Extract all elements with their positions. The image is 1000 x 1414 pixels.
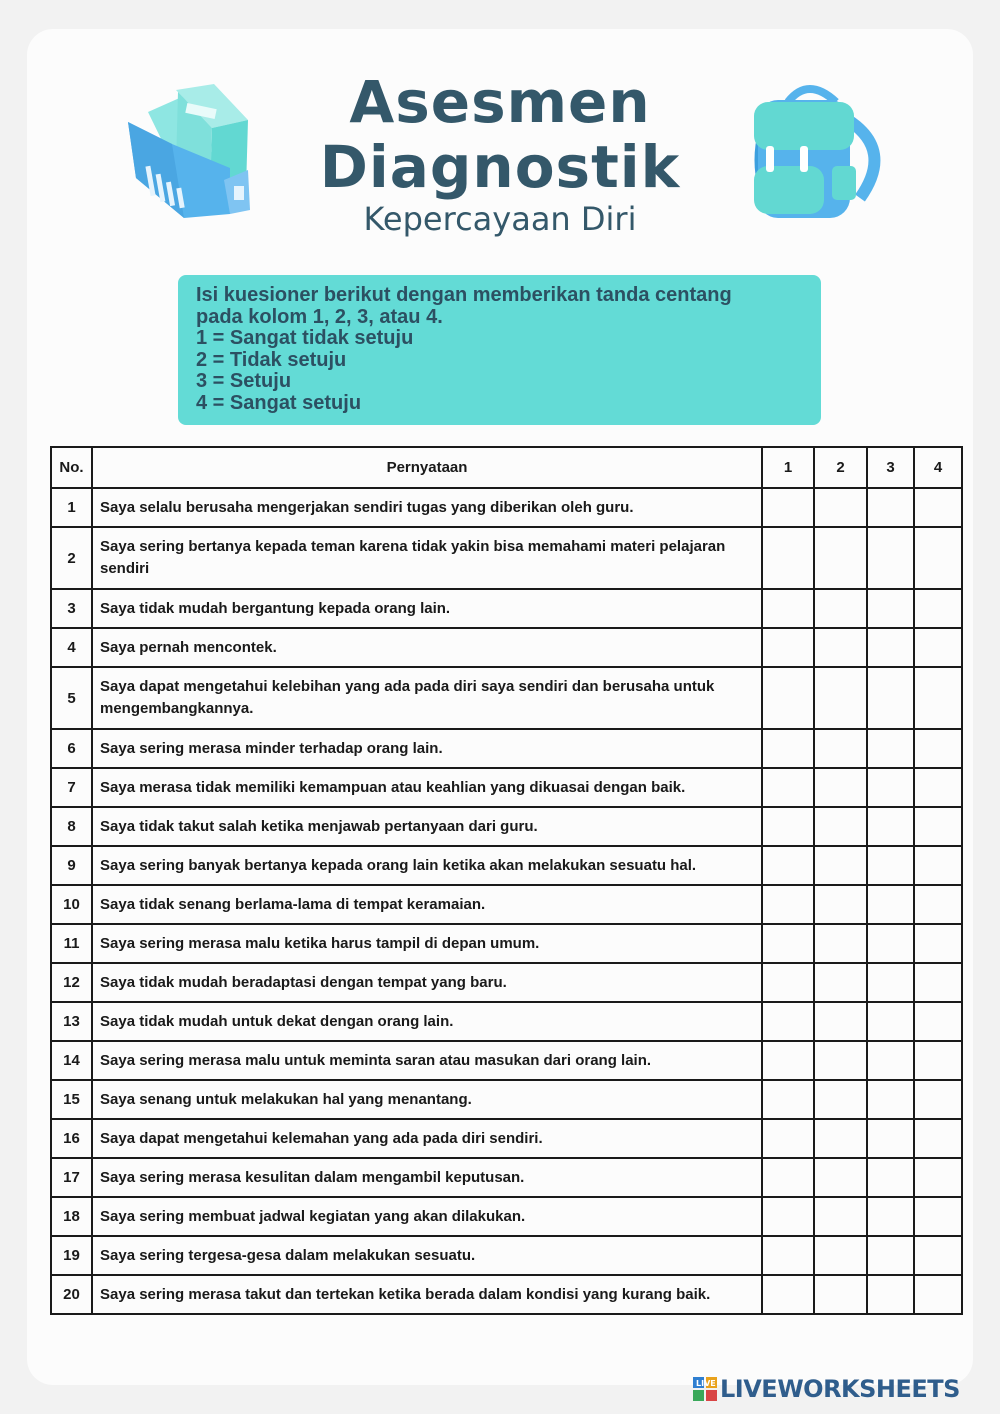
answer-cell-scale-1[interactable] — [762, 488, 814, 527]
answer-cell-scale-2[interactable] — [814, 768, 867, 807]
statement-text: Saya sering banyak bertanya kepada orang lain ketika akan melakukan sesuatu hal. — [92, 846, 762, 885]
answer-cell-scale-2[interactable] — [814, 1002, 867, 1041]
answer-cell-scale-2[interactable] — [814, 1197, 867, 1236]
statement-text: Saya tidak mudah untuk dekat dengan orang lain. — [92, 1002, 762, 1041]
answer-cell-scale-1[interactable] — [762, 1236, 814, 1275]
table-row — [51, 1197, 962, 1236]
table-row — [51, 807, 962, 846]
table-row — [51, 589, 962, 628]
table-row — [51, 1119, 962, 1158]
statement-text: Saya senang untuk melakukan hal yang menantang. — [92, 1080, 762, 1119]
row-number: 8 — [51, 807, 92, 846]
answer-cell-scale-4[interactable] — [914, 1080, 962, 1119]
answer-cell-scale-3[interactable] — [867, 924, 914, 963]
statement-text: Saya pernah mencontek. — [92, 628, 762, 667]
table-row — [51, 846, 962, 885]
header-statement: Pernyataan — [92, 447, 762, 488]
row-number: 1 — [51, 488, 92, 527]
instruction-line-2: pada kolom 1, 2, 3, atau 4. — [196, 305, 443, 328]
answer-cell-scale-3[interactable] — [867, 1041, 914, 1080]
answer-cell-scale-1[interactable] — [762, 729, 814, 768]
statement-text: Saya dapat mengetahui kelemahan yang ada pada diri sendiri. — [92, 1119, 762, 1158]
answer-cell-scale-4[interactable] — [914, 1041, 962, 1080]
answer-cell-scale-3[interactable] — [867, 846, 914, 885]
row-number: 7 — [51, 768, 92, 807]
row-number: 17 — [51, 1158, 92, 1197]
answer-cell-scale-1[interactable] — [762, 527, 814, 589]
header-scale-4: 4 — [914, 447, 962, 488]
answer-cell-scale-4[interactable] — [914, 846, 962, 885]
answer-cell-scale-3[interactable] — [867, 1002, 914, 1041]
answer-cell-scale-3[interactable] — [867, 628, 914, 667]
answer-cell-scale-4[interactable] — [914, 768, 962, 807]
statement-text: Saya sering membuat jadwal kegiatan yang akan dilakukan. — [92, 1197, 762, 1236]
statement-text: Saya dapat mengetahui kelebihan yang ada pada diri saya sendiri dan berusaha untuk mengembangkannya. — [92, 667, 762, 729]
table-row — [51, 885, 962, 924]
answer-cell-scale-3[interactable] — [867, 1236, 914, 1275]
answer-cell-scale-3[interactable] — [867, 1080, 914, 1119]
answer-cell-scale-3[interactable] — [867, 885, 914, 924]
logo-letters: LIVE — [696, 1379, 716, 1388]
answer-cell-scale-1[interactable] — [762, 963, 814, 1002]
instruction-scale-4: 4 = Sangat setuju — [196, 391, 362, 414]
table-row — [51, 1002, 962, 1041]
answer-cell-scale-2[interactable] — [814, 924, 867, 963]
answer-cell-scale-3[interactable] — [867, 807, 914, 846]
statement-text: Saya selalu berusaha mengerjakan sendiri tugas yang diberikan oleh guru. — [92, 488, 762, 527]
answer-cell-scale-4[interactable] — [914, 589, 962, 628]
answer-cell-scale-4[interactable] — [914, 667, 962, 729]
answer-cell-scale-1[interactable] — [762, 768, 814, 807]
answer-cell-scale-2[interactable] — [814, 667, 867, 729]
table-row — [51, 729, 962, 768]
answer-cell-scale-2[interactable] — [814, 807, 867, 846]
answer-cell-scale-4[interactable] — [914, 924, 962, 963]
answer-cell-scale-4[interactable] — [914, 1119, 962, 1158]
answer-cell-scale-4[interactable] — [914, 885, 962, 924]
table-header-row — [51, 447, 962, 488]
answer-cell-scale-3[interactable] — [867, 1119, 914, 1158]
answer-cell-scale-2[interactable] — [814, 1080, 867, 1119]
table-row — [51, 1275, 962, 1314]
instruction-scale-3: 3 = Setuju — [196, 370, 292, 392]
answer-cell-scale-3[interactable] — [867, 1158, 914, 1197]
row-number: 20 — [51, 1275, 92, 1314]
statement-text: Saya sering merasa malu untuk meminta saran atau masukan dari orang lain. — [92, 1041, 762, 1080]
table-row — [51, 1041, 962, 1080]
answer-cell-scale-1[interactable] — [762, 1119, 814, 1158]
answer-cell-scale-3[interactable] — [867, 589, 914, 628]
answer-cell-scale-1[interactable] — [762, 924, 814, 963]
answer-cell-scale-4[interactable] — [914, 729, 962, 768]
row-number: 9 — [51, 846, 92, 885]
answer-cell-scale-2[interactable] — [814, 1236, 867, 1275]
statement-text: Saya tidak mudah beradaptasi dengan tempat yang baru. — [92, 963, 762, 1002]
answer-cell-scale-4[interactable] — [914, 963, 962, 1002]
answer-cell-scale-1[interactable] — [762, 1002, 814, 1041]
row-number: 19 — [51, 1236, 92, 1275]
row-number: 12 — [51, 963, 92, 1002]
answer-cell-scale-1[interactable] — [762, 1041, 814, 1080]
header-scale-3: 3 — [867, 447, 914, 488]
table-row — [51, 1080, 962, 1119]
statement-text: Saya tidak mudah bergantung kepada orang lain. — [92, 589, 762, 628]
backpack-icon — [748, 80, 890, 222]
row-number: 6 — [51, 729, 92, 768]
table-row — [51, 1236, 962, 1275]
answer-cell-scale-3[interactable] — [867, 1275, 914, 1314]
row-number: 18 — [51, 1197, 92, 1236]
answer-cell-scale-1[interactable] — [762, 1275, 814, 1314]
page-title-line-1: Asesmen — [349, 68, 651, 136]
answer-cell-scale-2[interactable] — [814, 488, 867, 527]
answer-cell-scale-3[interactable] — [867, 729, 914, 768]
answer-cell-scale-4[interactable] — [914, 1197, 962, 1236]
instruction-scale-1: 1 = Sangat tidak setuju — [196, 327, 414, 349]
statement-text: Saya sering tergesa-gesa dalam melakukan sesuatu. — [92, 1236, 762, 1275]
answer-cell-scale-2[interactable] — [814, 1041, 867, 1080]
table-row — [51, 1158, 962, 1197]
row-number: 4 — [51, 628, 92, 667]
answer-cell-scale-1[interactable] — [762, 1158, 814, 1197]
table-row — [51, 628, 962, 667]
row-number: 15 — [51, 1080, 92, 1119]
answer-cell-scale-4[interactable] — [914, 1236, 962, 1275]
answer-cell-scale-1[interactable] — [762, 1080, 814, 1119]
row-number: 14 — [51, 1041, 92, 1080]
answer-cell-scale-4[interactable] — [914, 1275, 962, 1314]
header-scale-1: 1 — [762, 447, 814, 488]
answer-cell-scale-3[interactable] — [867, 667, 914, 729]
page-title-line-2: Diagnostik — [319, 133, 681, 201]
row-number: 16 — [51, 1119, 92, 1158]
answer-cell-scale-3[interactable] — [867, 963, 914, 1002]
answer-cell-scale-1[interactable] — [762, 846, 814, 885]
answer-cell-scale-1[interactable] — [762, 667, 814, 729]
answer-cell-scale-3[interactable] — [867, 527, 914, 589]
answer-cell-scale-1[interactable] — [762, 628, 814, 667]
table-row — [51, 667, 962, 729]
answer-cell-scale-1[interactable] — [762, 589, 814, 628]
answer-cell-scale-4[interactable] — [914, 527, 962, 589]
answer-cell-scale-2[interactable] — [814, 729, 867, 768]
answer-cell-scale-2[interactable] — [814, 1158, 867, 1197]
answer-cell-scale-2[interactable] — [814, 527, 867, 589]
row-number: 11 — [51, 924, 92, 963]
questionnaire-table — [50, 446, 963, 1315]
answer-cell-scale-4[interactable] — [914, 1158, 962, 1197]
instruction-scale-2: 2 = Tidak setuju — [196, 348, 347, 371]
liveworksheets-watermark — [693, 1374, 960, 1404]
answer-cell-scale-2[interactable] — [814, 963, 867, 1002]
answer-cell-scale-2[interactable] — [814, 1119, 867, 1158]
statement-text: Saya tidak senang berlama-lama di tempat keramaian. — [92, 885, 762, 924]
statement-text: Saya sering merasa minder terhadap orang lain. — [92, 729, 762, 768]
answer-cell-scale-3[interactable] — [867, 488, 914, 527]
statement-text: Saya sering merasa kesulitan dalam mengambil keputusan. — [92, 1158, 762, 1197]
header-no: No. — [51, 447, 92, 488]
answer-cell-scale-3[interactable] — [867, 768, 914, 807]
table-row — [51, 963, 962, 1002]
row-number: 13 — [51, 1002, 92, 1041]
table-row — [51, 488, 962, 527]
row-number: 10 — [51, 885, 92, 924]
answer-cell-scale-2[interactable] — [814, 1275, 867, 1314]
answer-cell-scale-2[interactable] — [814, 885, 867, 924]
answer-cell-scale-4[interactable] — [914, 1002, 962, 1041]
statement-text: Saya sering bertanya kepada teman karena tidak yakin bisa memahami materi pelajaran sendiri — [92, 527, 762, 589]
row-number: 5 — [51, 667, 92, 729]
table-row — [51, 527, 962, 589]
answer-cell-scale-4[interactable] — [914, 628, 962, 667]
instruction-line-1: Isi kuesioner berikut dengan memberikan tanda centang — [196, 284, 732, 306]
statement-text: Saya sering merasa malu ketika harus tampil di depan umum. — [92, 924, 762, 963]
answer-cell-scale-2[interactable] — [814, 846, 867, 885]
header-scale-2: 2 — [814, 447, 867, 488]
row-number: 2 — [51, 527, 92, 589]
page-subtitle: Kepercayaan Diri — [363, 200, 637, 238]
row-number: 3 — [51, 589, 92, 628]
answer-cell-scale-1[interactable] — [762, 885, 814, 924]
answer-cell-scale-2[interactable] — [814, 628, 867, 667]
answer-cell-scale-4[interactable] — [914, 488, 962, 527]
table-row — [51, 768, 962, 807]
statement-text: Saya sering merasa takut dan tertekan ketika berada dalam kondisi yang kurang baik. — [92, 1275, 762, 1314]
watermark-text: LIVEWORKSHEETS — [720, 1375, 960, 1403]
answer-cell-scale-1[interactable] — [762, 807, 814, 846]
answer-cell-scale-1[interactable] — [762, 1197, 814, 1236]
answer-cell-scale-3[interactable] — [867, 1197, 914, 1236]
answer-cell-scale-4[interactable] — [914, 807, 962, 846]
liveworksheets-logo-icon — [693, 1377, 717, 1401]
statement-text: Saya tidak takut salah ketika menjawab pertanyaan dari guru. — [92, 807, 762, 846]
statement-text: Saya merasa tidak memiliki kemampuan atau keahlian yang dikuasai dengan baik. — [92, 768, 762, 807]
instructions-box — [178, 275, 821, 425]
answer-cell-scale-2[interactable] — [814, 589, 867, 628]
table-row — [51, 924, 962, 963]
